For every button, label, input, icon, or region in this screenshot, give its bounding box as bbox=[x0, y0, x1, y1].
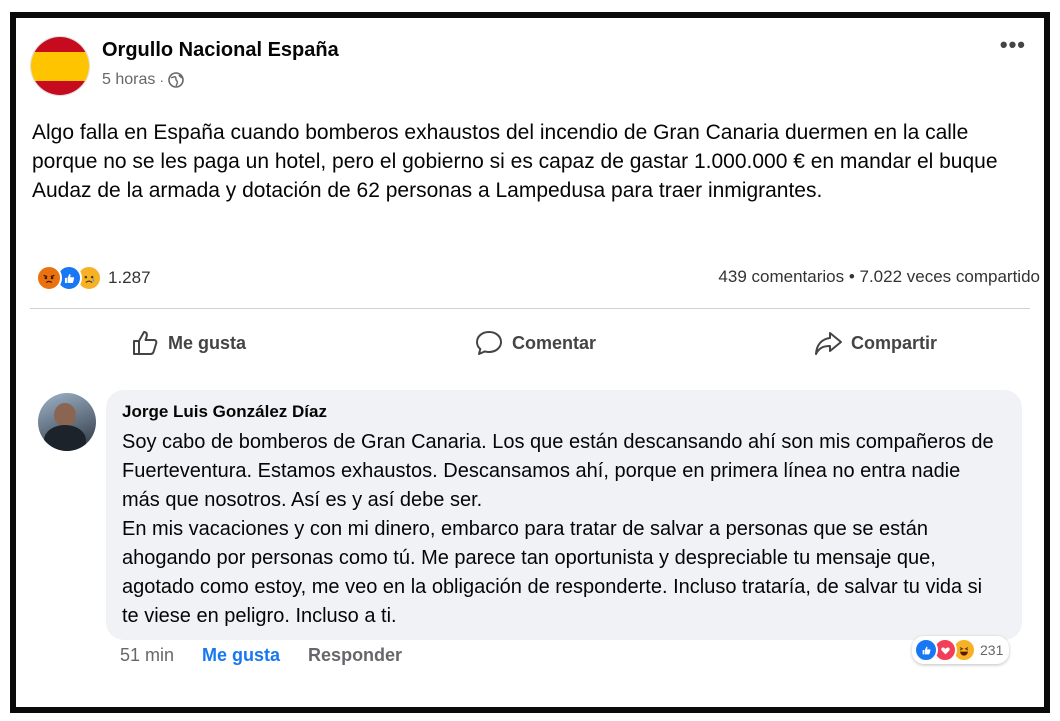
comment-like-link[interactable]: Me gusta bbox=[202, 645, 281, 665]
more-options-icon[interactable]: ••• bbox=[999, 32, 1026, 57]
comment-reply-link[interactable]: Responder bbox=[308, 645, 403, 665]
share-button-label: Compartir bbox=[851, 332, 938, 353]
comment-bubble-icon bbox=[474, 328, 504, 358]
share-arrow-icon bbox=[813, 328, 843, 358]
share-button[interactable] bbox=[813, 328, 937, 358]
meta-separator: · bbox=[159, 72, 165, 88]
like-button-label: Me gusta bbox=[168, 332, 247, 353]
post-text: Algo falla en España cuando bomberos exhaustos del incendio de Gran Canaria duermen en la calle porque no se les paga un hotel, pero el gobierno si es capaz de gastar 1.000.000 € en mandar el buque Audaz de la armada y dotación de 62 personas a Lampedusa para traer inmigrantes. bbox=[32, 121, 998, 202]
like-icon bbox=[914, 638, 938, 662]
comment-bubble bbox=[106, 390, 1022, 640]
comment-reactions[interactable] bbox=[912, 636, 1009, 664]
post-reactions[interactable] bbox=[36, 265, 151, 291]
page-name[interactable]: Orgullo Nacional España bbox=[102, 39, 339, 61]
thumbs-up-icon bbox=[130, 328, 160, 358]
reaction-count[interactable]: 1.287 bbox=[108, 268, 151, 287]
angry-icon bbox=[36, 265, 62, 291]
comment-actions bbox=[120, 645, 402, 666]
post-meta bbox=[102, 71, 184, 89]
comment-paragraph-1: Soy cabo de bomberos de Gran Canaria. Los que están descansando ahí son mis compañeros de Fuerteventura. Estamos exhaustos. Descansamos ahí, porque en primera línea no entra nadie más que nosotros. Así es y así debe ser. bbox=[122, 431, 994, 511]
post-time[interactable]: 5 horas bbox=[102, 71, 156, 88]
comment-button-label: Comentar bbox=[512, 332, 597, 353]
post-card bbox=[10, 12, 1050, 713]
commenter-avatar[interactable] bbox=[38, 393, 96, 451]
like-button[interactable] bbox=[130, 328, 246, 358]
comment-paragraph-2: En mis vacaciones y con mi dinero, embarco para tratar de salvar a personas que se están ahogando por personas como tú. Me parece tan oportunista y despreciable tu mensaje que, agotado como estoy, me veo en la obligación de responderte. Incluso trataría, de salvar tu vida si te viese en peligro. Incluso a ti. bbox=[122, 518, 983, 627]
divider bbox=[30, 308, 1030, 309]
commenter-name[interactable]: Jorge Luis González Díaz bbox=[122, 402, 327, 421]
comment-button[interactable] bbox=[474, 328, 596, 358]
comment-reaction-count: 231 bbox=[980, 642, 1004, 658]
page-avatar-spain-flag[interactable] bbox=[30, 36, 90, 96]
comment-time[interactable]: 51 min bbox=[120, 645, 175, 665]
comment-text bbox=[122, 428, 1002, 631]
post-stats[interactable]: 439 comentarios • 7.022 veces compartido bbox=[718, 267, 1040, 286]
globe-icon bbox=[168, 72, 184, 88]
